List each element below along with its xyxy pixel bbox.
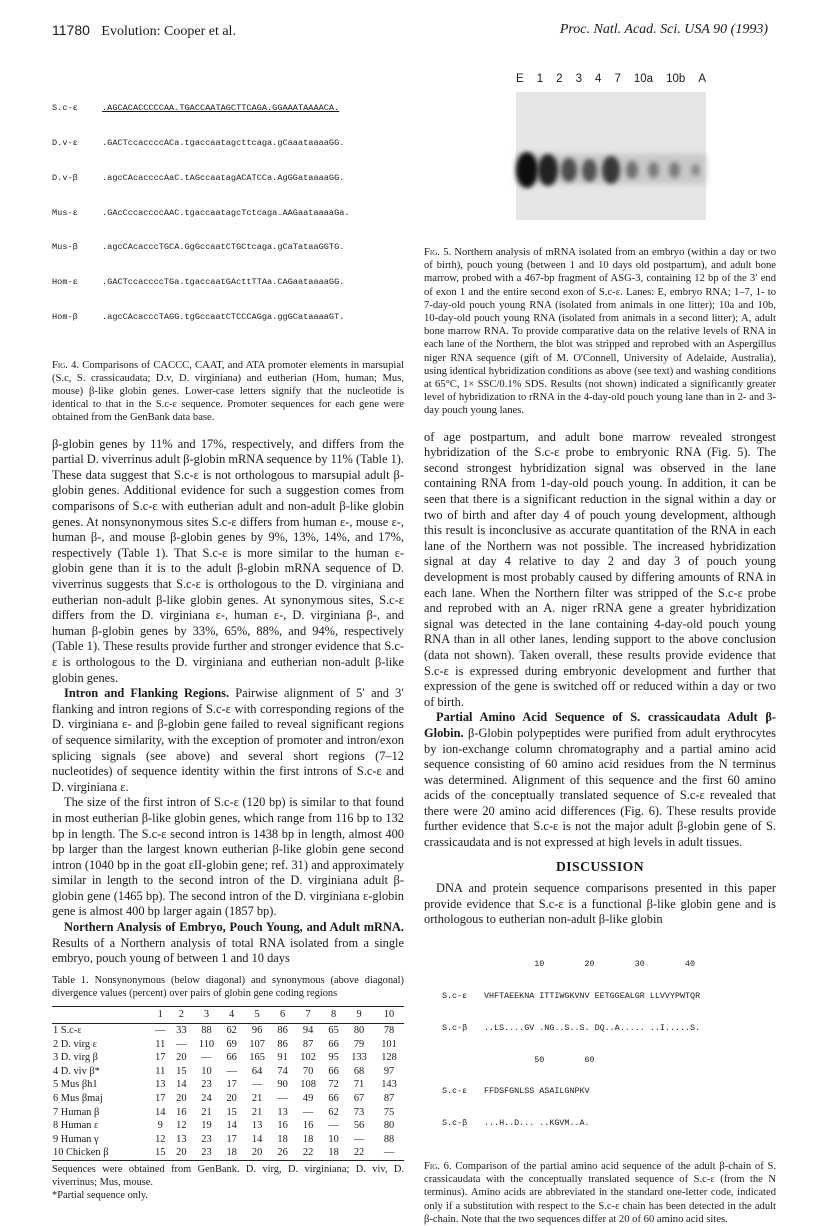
table1-caption: Table 1. Nonsynonymous (below diagonal) and synonymous (above diagonal) divergence values (percent) over pairs of globin gene coding regions — [52, 974, 404, 999]
table-cell: 20 — [242, 1146, 272, 1160]
left-running-title: Evolution: Cooper et al. — [101, 24, 236, 39]
table-cell: 79 — [353, 1038, 365, 1050]
table-cell: 13 — [176, 1133, 187, 1145]
table-header-row: 1 2 3 4 5 6 7 8 9 10 — [52, 1007, 404, 1024]
table-cell: 56 — [353, 1120, 365, 1132]
table-cell: 72 — [328, 1079, 339, 1091]
table-cell: 128 — [381, 1052, 397, 1064]
table-row — [52, 1106, 404, 1120]
table-cell: 14 — [155, 1106, 166, 1118]
table-cell: 18 — [277, 1133, 288, 1145]
table-cell: 10 — [201, 1065, 212, 1077]
table-cell: — — [328, 1120, 339, 1132]
lane-label: 3 — [575, 73, 582, 85]
fig5-caption: Fig. 5. Northern analysis of mRNA isolated from an embryo (within a day or two of birth), pouch young (between 1 and 10 days old postpartum), and adult bone marrow, probed with a 467-bp fragment of ASG-3, containing 12 bp of the 3′ end of exon 1 and the entire second exon of S.c-ε. Lanes: E, embryo RNA; 1–7, 1- to 7-day-old pouch young RNA (isolated from animals in one litter); 10a and 10b, 10-day-old pouch young RNA (isolated from animals in a second litter); A, adult bone marrow RNA. To provide comparative data on the relative levels of RNA in each lane of the Northern, the blot was stripped and reprobed with an Aspergillus niger RNA sequence (gift of M. O'Connell, University of Adelaide, Australia), using identical hybridization conditions as above (see text) and washing conditions at 65°C, 1× SSC/0.1% SDS. Results (not shown) indicated a significantly greater level of hybridization to rRNA in the 4-day-old pouch young lane than in 2- and 3-day pouch young lanes. — [424, 247, 776, 417]
table-cell: 11 — [155, 1038, 166, 1050]
table-cell: 14 — [251, 1133, 263, 1145]
table-cell: 33 — [176, 1025, 187, 1037]
table-cell: 66 — [226, 1052, 237, 1064]
table-cell: 66 — [328, 1065, 339, 1077]
table-cell: 62 — [328, 1106, 339, 1118]
table-row-label: 5 Mus βh1 — [53, 1079, 98, 1091]
lane-label: A — [698, 73, 706, 85]
table-cell: 14 — [226, 1120, 237, 1132]
fig4-row: Hom-β .agcCAcacccTAGG.tgGccaatCTCCCAGga.ggGCataaaaGT. — [52, 311, 345, 322]
table-cell: 9 — [157, 1120, 163, 1132]
table-row-label: 2 D. virg ε — [53, 1038, 98, 1050]
blot-band — [561, 158, 577, 182]
paragraph-discussion: DNA and protein sequence comparisons presented in this paper provide evidence that S.c-ε is a functional β-like globin gene and is orthologous to eutherian non-adult β-like globin — [424, 881, 776, 927]
table-cell: 97 — [383, 1065, 395, 1077]
lane-label: 7 — [614, 73, 621, 85]
table-cell: 80 — [353, 1025, 365, 1037]
table-row-label: 3 D. virg β — [53, 1052, 98, 1064]
table-cell: 21 — [201, 1106, 212, 1118]
table-cell: 102 — [300, 1052, 316, 1064]
table-cell: 69 — [226, 1038, 237, 1050]
table-row — [52, 1092, 404, 1106]
table-cell: 22 — [293, 1146, 323, 1160]
table-cell: 20 — [176, 1093, 187, 1105]
lane-label: E — [516, 73, 524, 85]
table-cell: 86 — [277, 1038, 288, 1050]
table-cell: 21 — [251, 1093, 263, 1105]
table-cell: 96 — [251, 1025, 263, 1037]
fig4-row: S.c-ε .AGCACACCCCCAA.TGACCAATAGCTTCAGA.GGAAATAAAACA. — [52, 103, 340, 114]
paragraph-northern-results: of age postpartum, and adult bone marrow revealed strongest hybridization of the S.c-ε probe to embryonic RNA (Fig. 5). The second strongest hybridization signal was observed in the lane containing RNA from 1-day-old pouch young. In addition, it can be seen that there is a significant reduction in the signal within a day or two of birth and after day 4 of pouch young development, although this result is inconclusive as accurate quantitation of the RNA in each lane of the Northern was not possible. The increased hybridization signal at day 4 relative to day 2 and day 3 of pouch young development is most probably caused by differing amounts of RNA in each lane. When the Northern filter was stripped of the S.c-ε probe and reprobed with an A. niger rRNA gene a greater hybridization signal was detected in the lane containing 4-day-old pouch young RNA than in all other lanes, lending support to the above conclusion (data not shown). Taken overall, these results provide evidence that S.c-ε is expressed during embryonic development and further that expression of the gene is switched off or reduced within a day or two of birth. — [424, 429, 776, 709]
table-cell: 133 — [351, 1052, 367, 1064]
lane-label: 10a — [633, 73, 654, 85]
table-cell: 16 — [302, 1120, 314, 1132]
table-cell: 87 — [383, 1093, 395, 1105]
running-header-left — [52, 22, 236, 40]
table-row-label: 8 Human ε — [53, 1120, 99, 1132]
table-cell: 66 — [328, 1038, 339, 1050]
table-row-label: 9 Human γ — [53, 1133, 99, 1145]
table-row — [52, 1038, 404, 1052]
table-cell: 23 — [192, 1146, 221, 1160]
fig6-ruler: 50 60 — [484, 1054, 595, 1065]
table-cell: 101 — [381, 1038, 397, 1050]
table-cell: 73 — [353, 1106, 365, 1118]
lane-label: 1 — [536, 73, 544, 85]
table-cell: 80 — [383, 1120, 395, 1132]
page-number: 11780 — [52, 22, 90, 38]
table-cell: 21 — [251, 1106, 263, 1118]
table-cell: 70 — [302, 1065, 314, 1077]
table-cell: — — [155, 1025, 166, 1037]
table-cell: 13 — [251, 1120, 263, 1132]
section-heading-amino-acid: Partial Amino Acid Sequence of S. crassicaudata Adult β-Globin. — [424, 710, 776, 740]
lane-label: 10b — [666, 73, 686, 85]
table-cell: 17 — [155, 1052, 166, 1064]
table-cell: 64 — [251, 1065, 263, 1077]
fig4-row: D.v-β .agcCAcaccccAaC.tAGccaatagACATCCa.AgGGataaaaGG. — [52, 172, 345, 183]
blot-band — [538, 154, 558, 186]
table-cell: 18 — [302, 1133, 314, 1145]
blot-band — [516, 152, 538, 188]
fig6-row: S.c-β ..LS....GV .NG..S..S. DQ..A..... ..I.....S. — [442, 1022, 701, 1033]
fig4-alignment — [52, 80, 404, 347]
table-cell: 49 — [302, 1093, 314, 1105]
table-cell: 13 — [155, 1079, 166, 1091]
table-cell: 108 — [300, 1079, 316, 1091]
table-cell: 11 — [155, 1065, 166, 1077]
blot-band — [582, 159, 597, 182]
table-cell: 107 — [249, 1038, 265, 1050]
table-cell: 75 — [383, 1106, 395, 1118]
table-cell: 17 — [155, 1093, 166, 1105]
table-cell: 65 — [328, 1025, 339, 1037]
table-cell: 66 — [328, 1093, 339, 1105]
table-row — [52, 1119, 404, 1133]
lane-label: 2 — [556, 73, 563, 85]
table-cell: 143 — [381, 1079, 397, 1091]
table-cell: 68 — [353, 1065, 365, 1077]
table1-footnote: *Partial sequence only. — [52, 1189, 148, 1201]
table-cell: 94 — [302, 1025, 314, 1037]
table-cell: 86 — [277, 1025, 288, 1037]
table-cell: 17 — [226, 1079, 237, 1091]
table-row-label: 10 Chicken β — [52, 1146, 150, 1160]
table-row-label: 1 S.c-ε — [53, 1025, 82, 1037]
table-cell: 71 — [353, 1079, 365, 1091]
table-cell: — — [176, 1038, 187, 1050]
table-cell: 87 — [302, 1038, 314, 1050]
table-cell: — — [374, 1146, 404, 1160]
paragraph-intron-flanking: Intron and Flanking Regions. Pairwise alignment of 5′ and 3′ flanking and intron regions of S.c-ε with corresponding regions of the D. virginiana ε- and β-globin gene failed to reveal significant regions of sequence similarity, with the exception of promoter and intron/exon splicing signals (see above) and several short regions (7–12 nucleotides) of sequence identity within the first introns of S.c-ε and D. virginiana ε. — [52, 686, 404, 794]
table-cell: 15 — [226, 1106, 237, 1118]
fig5-lane-labels — [516, 72, 706, 88]
table-cell: 22 — [344, 1146, 374, 1160]
fig4-row: D.v-ε .GACTccaccccACa.tgaccaatagcttcaga.gCaaataaaaGG. — [52, 137, 345, 148]
fig4-row: Mus-β .agcCAcacccTGCA.GgGccaatCTGCtcaga.gCaTataaGGTG. — [52, 242, 345, 253]
blot-image — [516, 92, 706, 220]
fig6-row: S.c-β ...H..D... ..KGVM..A. — [442, 1118, 590, 1129]
table-cell: 67 — [353, 1093, 365, 1105]
fig6-row: S.c-ε FFDSFGNLSS ASAILGNPKV — [442, 1086, 590, 1097]
table-cell: 23 — [201, 1079, 212, 1091]
table-cell: 90 — [277, 1079, 288, 1091]
fig5-northern-blot — [516, 72, 706, 222]
table-cell: 12 — [176, 1120, 187, 1132]
table-row-label: 6 Mus βmaj — [53, 1093, 103, 1105]
fig4-caption: Fig. 4. Comparisons of CACCC, CAAT, and ATA promoter elements in marsupial (S.c, S. crassicaudata; D.v, D. virginiana) and eutherian (Hom, human; Mus, mouse) β-like globin genes. Lower-case letters signify that the nucleotide is identical to that in the S.c-ε sequence. Promoter sequences for each gene were obtained from the GenBank data base. — [52, 359, 404, 424]
table-cell: 74 — [277, 1065, 288, 1077]
table-cell: 23 — [201, 1133, 212, 1145]
table-cell: 12 — [155, 1133, 166, 1145]
table-row-label: 7 Human β — [53, 1106, 100, 1118]
table-cell: 15 — [176, 1065, 187, 1077]
table-cell: 78 — [383, 1025, 395, 1037]
running-header-right: Proc. Natl. Acad. Sci. USA 90 (1993) — [559, 22, 768, 37]
table-cell: — — [302, 1106, 314, 1118]
table-cell: 10 — [328, 1133, 339, 1145]
table-cell: 15 — [150, 1146, 171, 1160]
table-cell: 14 — [176, 1079, 187, 1091]
table-row — [52, 1065, 404, 1079]
table-cell: 16 — [277, 1120, 288, 1132]
section-heading-intron: Intron and Flanking Regions. — [64, 686, 230, 701]
table1-note: Sequences were obtained from GenBank. D. virg, D. virginiana; D. viv, D. viverrinus; Mus, mouse. — [52, 1163, 404, 1188]
table-cell: 20 — [176, 1052, 187, 1064]
table-row — [52, 1133, 404, 1147]
table-cell: 18 — [221, 1146, 242, 1160]
table-cell: 20 — [226, 1093, 237, 1105]
table-cell: — — [251, 1079, 263, 1091]
blot-band — [626, 161, 638, 179]
right-column — [424, 73, 777, 1226]
paragraph-intron-size: The size of the first intron of S.c-ε (120 bp) is similar to that found in most eutherian β-like globin genes, which range from 116 bp to 132 bp in length. The S.c-ε second intron is 1438 bp in length, almost 400 bp larger than the largest known eutherian β-like globin gene second intron (1040 bp in the goat εII-globin gene; ref. 31) and approximately similar in length to the second intron of the D. virginiana adult β-globin gene (1465 bp). The second intron of the D. virginiana ε-globin gene is almost 400 bp larger again (1857 bp). — [52, 795, 404, 919]
fig4-row: Hom-ε .GACTccaccccTGa.tgaccaatGActtTTAa.CAGaataaaaGG. — [52, 277, 345, 288]
discussion-heading: DISCUSSION — [555, 858, 645, 874]
table-cell: — — [226, 1065, 237, 1077]
table-cell: — — [277, 1093, 288, 1105]
table-row — [52, 1078, 404, 1092]
table-cell: 26 — [272, 1146, 293, 1160]
blot-band — [602, 156, 620, 184]
table-cell: 91 — [277, 1052, 288, 1064]
paragraph-northern-intro: Northern Analysis of Embryo, Pouch Young, and Adult mRNA. Results of a Northern analysis of total RNA isolated from a single embryo, pouch young of between 1 and 10 days — [52, 920, 404, 966]
fig6-alignment — [442, 938, 776, 1150]
section-heading-northern: Northern Analysis of Embryo, Pouch Young, and Adult mRNA. — [64, 920, 404, 935]
table-row — [52, 1051, 404, 1065]
table-cell: 20 — [171, 1146, 192, 1160]
table-cell: 88 — [201, 1025, 212, 1037]
table-cell: 110 — [198, 1038, 215, 1050]
table-cell: 19 — [201, 1120, 212, 1132]
table-row — [52, 1146, 404, 1160]
table-cell: — — [201, 1052, 212, 1064]
table1 — [52, 1006, 404, 1161]
table-cell: 17 — [226, 1133, 237, 1145]
blot-band — [669, 162, 680, 177]
table-cell: 62 — [226, 1025, 237, 1037]
table-cell: 18 — [323, 1146, 344, 1160]
paragraph-amino-acid: Partial Amino Acid Sequence of S. crassicaudata Adult β-Globin. β-Globin polypeptides were purified from adult erythrocytes by ion-exchange column chromatography and a partial amino acid sequence consisting of 60 amino acid residues from the N terminus was determined. Alignment of this sequence and the first 60 amino acids of the conceptually translated sequence of S.c-ε revealed that there were 20 amino acid differences (Fig. 6). These results provide further evidence that S.c-ε is not the major adult β-globin gene of S. crassicaudata and is not expressed at high levels in adult tissues. — [424, 710, 776, 850]
table-cell: 13 — [277, 1106, 288, 1118]
fig6-ruler: 10 20 30 40 — [484, 959, 696, 970]
fig6-row: S.c-ε VHFTAEEKNA ITTIWGKVNV EETGGEALGR LLVVYPWTQR — [442, 991, 701, 1002]
table-cell: — — [353, 1133, 365, 1145]
left-column — [52, 80, 404, 1202]
table-cell: 95 — [328, 1052, 339, 1064]
fig6-caption: Fig. 6. Comparison of the partial amino acid sequence of the adult β-chain of S. crassicaudata with the conceptually translated sequence of S.c-ε (from the N terminus). Amino acids are abbreviated in the standard one-letter code, indicated only if a substitution with respect to the S.c-ε chain has been detected in the adult β-chain. Note that the two sequences differ at 20 of 60 amino acid sites. — [424, 1160, 777, 1225]
table-cell: 88 — [383, 1133, 395, 1145]
table-cell: 16 — [176, 1106, 187, 1118]
blot-band — [648, 162, 659, 177]
table-row — [52, 1024, 404, 1038]
table-cell: 165 — [249, 1052, 265, 1064]
table-cell: 24 — [201, 1093, 212, 1105]
paragraph-orthology: β-globin genes by 11% and 17%, respectively, and differs from the partial D. viverrinus adult β-globin mRNA sequence by 11% (Table 1). These data suggest that S.c-ε is not orthologous to marsupial adult β-globin genes. Additional evidence for such a suggestion comes from comparisons of S.c-ε with eutherian adult and non-adult β-like globin genes. At nonsynonymous sites S.c-ε differs from human ε-, mouse ε-, human β-, and mouse β-globin genes by 9%, 13%, 14%, and 17%, respectively (Table 1). That S.c-ε is more similar to the human ε-globin gene than it is to the adult β-globin mRNA sequence of D. viverrinus suggests that S.c-ε is orthologous to the D. virginiana and eutherian non-adult β-like globin genes. At synonymous sites, S.c-ε differs from the D. virginiana ε-, human ε-, D. virginiana β-, and human β-globin genes by 33%, 65%, 88%, and 94%, respectively (Table 1). These results provide further and stronger evidence that S.c-ε is orthologous to the D. virginiana and eutherian non-adult β-like globin genes. — [52, 436, 404, 685]
lane-label: 4 — [595, 73, 602, 85]
table-row-label: 4 D. viv β* — [53, 1065, 100, 1077]
fig4-row: Mus-ε .GAcCccaccccAAC.tgaccaatagcTctcaga.AAGaataaaaGa. — [52, 207, 350, 218]
